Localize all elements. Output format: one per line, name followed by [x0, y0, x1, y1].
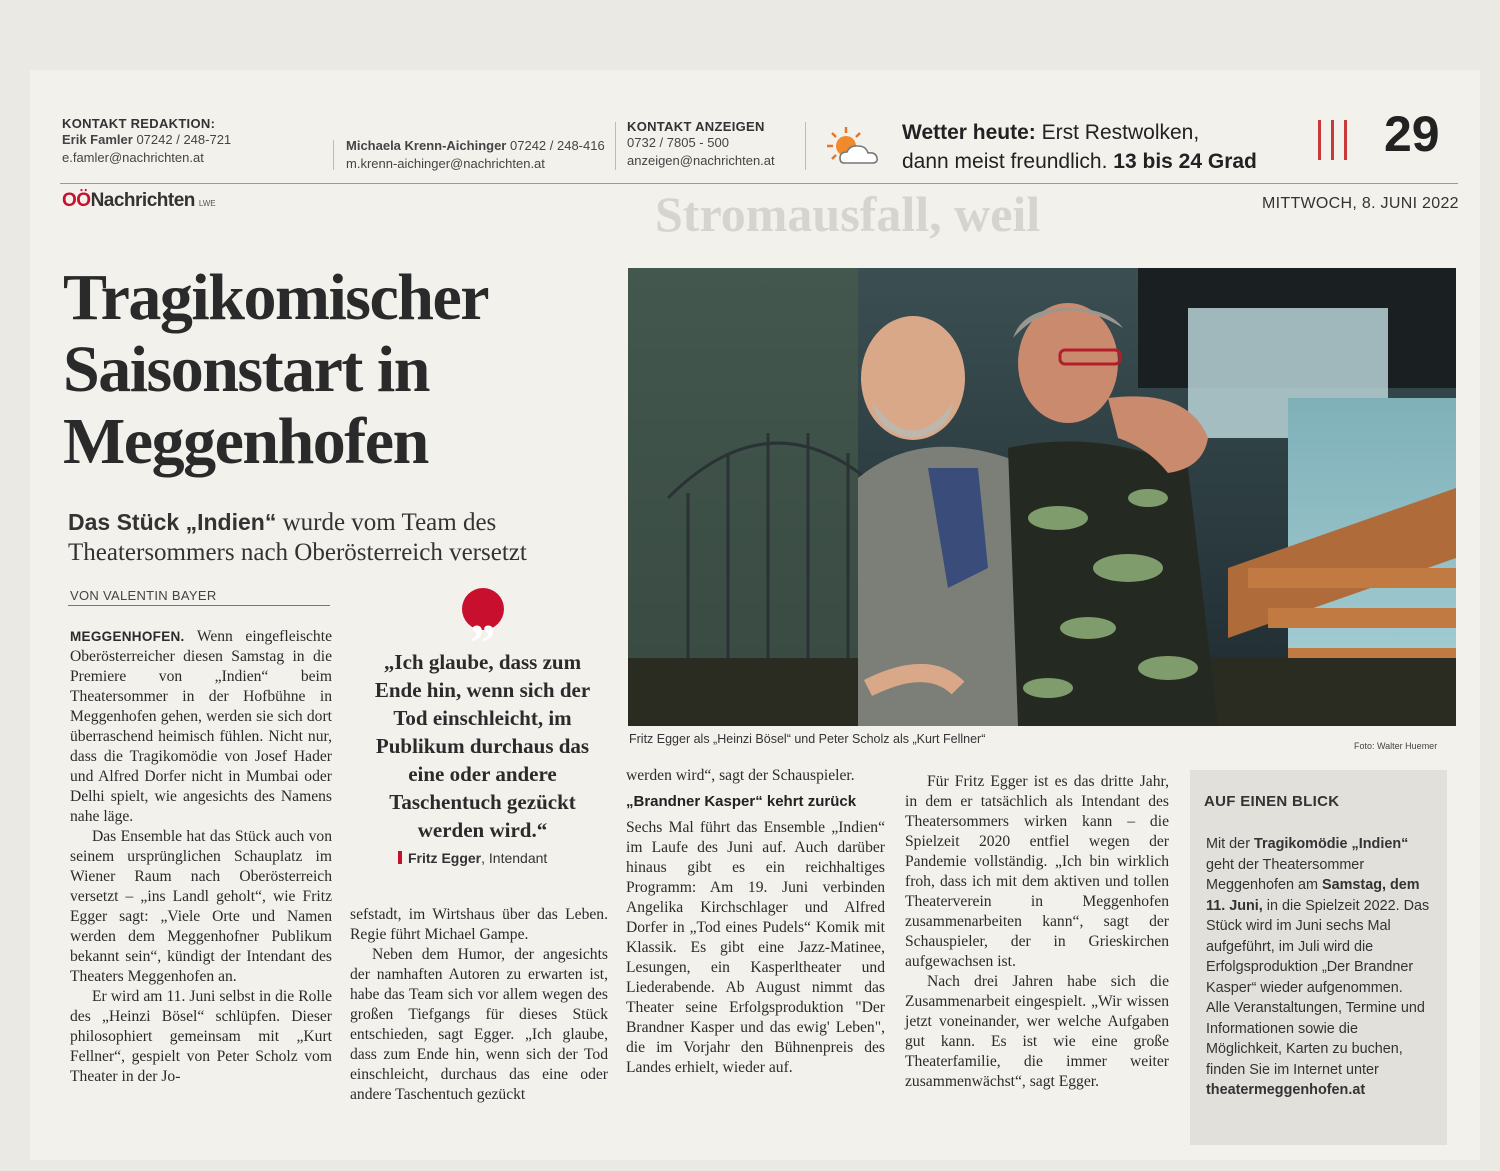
- contact-anzeigen-label: KONTAKT ANZEIGEN: [627, 119, 765, 134]
- subhead-line-1: wurde vom Team des: [282, 509, 497, 536]
- logo-suffix: LWE: [198, 199, 216, 208]
- infobox: [1190, 770, 1447, 1145]
- contact-redaktion-phone: 07242 / 248-721: [136, 132, 232, 147]
- header-divider: [333, 140, 334, 170]
- byline-rule: [68, 605, 330, 606]
- column-4-paragraph-2: Nach drei Jahren habe sich die Zusammenarbeit eingespielt. „Wir wissen jetzt voneinander, wer welche Aufgaben gut kann. Es ist wie eine große Theaterfamilie, die immer weiter zusammenwächst“, sagt Egger.: [905, 973, 1169, 1090]
- infobox-text-2: geht der Theatersommer Meggenhofen am: [1206, 856, 1365, 893]
- photo-credit: Foto: Walter Huemer: [1354, 741, 1438, 751]
- weather-line-2: dann meist freundlich.: [902, 150, 1108, 173]
- lead-dateline: MEGGENHOFEN.: [70, 629, 185, 644]
- article-column-1: [70, 627, 332, 1087]
- pull-quote: „Ich glaube, dass zum Ende hin, wenn sich der Tod einschleicht, im Publikum durchaus das eine oder andere Taschentuch gezückt werden wird.“: [374, 650, 591, 842]
- subhead-bold: Das Stück „Indien“: [68, 509, 277, 535]
- contact-redaktion-email[interactable]: e.famler@nachrichten.at: [62, 150, 204, 165]
- contact-anzeigen-phone: 0732 / 7805 - 500: [627, 135, 729, 150]
- infobox-body: [1206, 834, 1434, 1101]
- page-number: 29: [1384, 106, 1440, 162]
- column-1-paragraph-1: Wenn eingefleischte Oberösterreicher diesen Samstag in die Premiere von „Indien“ beim Theatersommer in der Hofbühne in Meggenhofen gehen, werden sie sich dort überraschend heimisch fühlen. Nicht nur, dass die Tragikomödie von Josef Hader und Alfred Dorfer nicht in Mumbai oder Delhi spielt, wie angesichts des Namens nahe läge.: [70, 628, 332, 825]
- newspaper-logo: [62, 190, 216, 212]
- weather-label: Wetter heute:: [902, 121, 1036, 144]
- headline-line-1: Tragikomischer: [63, 261, 489, 334]
- contact-second: [346, 137, 605, 173]
- weather-line-1: Erst Restwolken,: [1041, 121, 1200, 144]
- contact-anzeigen-email[interactable]: anzeigen@nachrichten.at: [627, 153, 775, 168]
- weather-temperature: 13 bis 24 Grad: [1113, 150, 1257, 173]
- column-1-paragraph-2: Das Ensemble hat das Stück auch von seinem ursprünglichen Schauplatz im Wiener Raum nach Oberösterreich versetzt – „ins Landl geholt“, wie Fritz Egger sagt: „Viele Orte und Namen werden dem Meggenhofner Publikum bekannt sein“, kündigt der Intendant des Theaters Meggenhofen an.: [70, 828, 332, 985]
- contact-redaktion-name: Erik Famler: [62, 132, 133, 147]
- quote-role: , Intendant: [481, 850, 548, 866]
- column-3-paragraph-1: werden wird“, sagt der Schauspieler.: [626, 767, 855, 784]
- red-bars-ornament: [1318, 120, 1357, 165]
- logo-name: Nachrichten: [90, 190, 195, 211]
- column-3-paragraph-2: Sechs Mal führt das Ensemble „Indien“ im Laufe des Juni auf. Auch darüber hinaus gibt es ein reichhaltiges Programm: Am 19. Juni verbinden Angelika Kirchschlager und Alfred Dorfer in „Tod eines Pudels“ Komik mit Klassik. Es gibt eine Jazz-Matinee, Lesungen, ein Kasperltheater und Liederabende. Ab August nimmt das Theater seine Erfolgsproduktion "Der Brandner Kasper und das ewig' Leben", die im Vorjahr den Bühnenpreis des Landes erhielt, wieder auf.: [626, 819, 885, 1076]
- infobox-bold-1: Tragikomödie „Indien“: [1253, 836, 1409, 852]
- headline: [63, 262, 623, 478]
- quote-source: [398, 850, 547, 866]
- infobox-text-1: Mit der: [1206, 836, 1254, 852]
- contact-redaktion: [62, 116, 231, 167]
- quote-author: Fritz Egger: [408, 850, 482, 866]
- quote-mark-icon: „: [462, 588, 504, 630]
- infobox-link[interactable]: theatermeggenhofen.at: [1206, 1082, 1366, 1098]
- column-1-paragraph-3: Er wird am 11. Juni selbst in die Rolle des „Heinzi Bösel“ schlüpfen. Dieser philosophiert gemeinsam mit „Kurt Fellner“, gespielt von Peter Scholz vom Theater in der Jo-: [70, 988, 332, 1085]
- article-column-2: [350, 905, 608, 1105]
- header-divider: [805, 122, 806, 170]
- byline: VON VALENTIN BAYER: [70, 588, 217, 603]
- article-column-3: [626, 766, 885, 1078]
- column-2-paragraph-1: sefstadt, im Wirtshaus über das Leben. Regie führt Michael Gampe.: [350, 906, 608, 943]
- logo-prefix: OÖ: [62, 190, 91, 211]
- infobox-text-4: Alle Veranstaltungen, Termine und Informationen sowie die Möglichkeit, Karten zu buchen, finden Sie im Internet unter: [1206, 1000, 1425, 1078]
- header-divider: [615, 122, 616, 170]
- column-4-paragraph-1: Für Fritz Egger ist es das dritte Jahr, in dem er tatsächlich als Intendant des Theatersommers wirken kann – die Spielzeit 2020 entfiel wegen der Pandemie vollständig. „Ich bin wirklich froh, dass ich mit dem aktiven und tollen Theaterverein in Meggenhofen zusammenarbeiten kann“, sagt der Schauspieler, der in Grieskirchen aufgewachsen ist.: [905, 773, 1169, 970]
- issue-date: MITTWOCH, 8. JUNI 2022: [1262, 195, 1459, 212]
- headline-line-2: Saisonstart in: [63, 333, 429, 406]
- headline-line-3: Meggenhofen: [63, 405, 428, 478]
- column-3-heading: „Brandner Kasper“ kehrt zurück: [626, 793, 857, 810]
- article-column-4: [905, 772, 1169, 1092]
- contact-second-email[interactable]: m.krenn-aichinger@nachrichten.at: [346, 156, 545, 171]
- infobox-bold-2: Samstag, dem 11. Juni,: [1206, 877, 1420, 914]
- bleed-through-text: Stromausfall, weil: [655, 186, 1041, 242]
- column-2-paragraph-2: Neben dem Humor, der angesichts der namhaften Autoren zu erwarten ist, habe das Team sich vor allem wegen des großen Tiefgangs für dieses Stück entschieden, sagt Egger. „Ich glaube, dass zum Ende hin, wenn sich der Tod einschleicht, durchaus das eine oder andere Taschentuch gezückt: [350, 946, 608, 1103]
- contact-redaktion-label: KONTAKT REDAKTION:: [62, 116, 216, 131]
- contact-second-phone: 07242 / 248-416: [510, 138, 605, 153]
- header-rule: [60, 183, 1458, 184]
- sun-cloud-icon: [826, 125, 886, 170]
- infobox-title: AUF EINEN BLICK: [1204, 793, 1340, 810]
- article-photo: [628, 268, 1456, 726]
- subheadline: [68, 507, 628, 568]
- contact-anzeigen: [627, 119, 775, 170]
- infobox-text-3: in die Spielzeit 2022. Das Stück wird im Juni sechs Mal aufgeführt, im Juli wird die Erfolgsproduktion „Der Brandner Kasper“ wieder aufgenommen.: [1206, 897, 1430, 996]
- photo-caption: Fritz Egger als „Heinzi Bösel“ und Peter Scholz als „Kurt Fellner“: [629, 732, 986, 746]
- subhead-line-2: Theatersommers nach Oberösterreich versetzt: [68, 539, 527, 566]
- weather-forecast: [902, 118, 1257, 176]
- contact-second-name: Michaela Krenn-Aichinger: [346, 138, 507, 153]
